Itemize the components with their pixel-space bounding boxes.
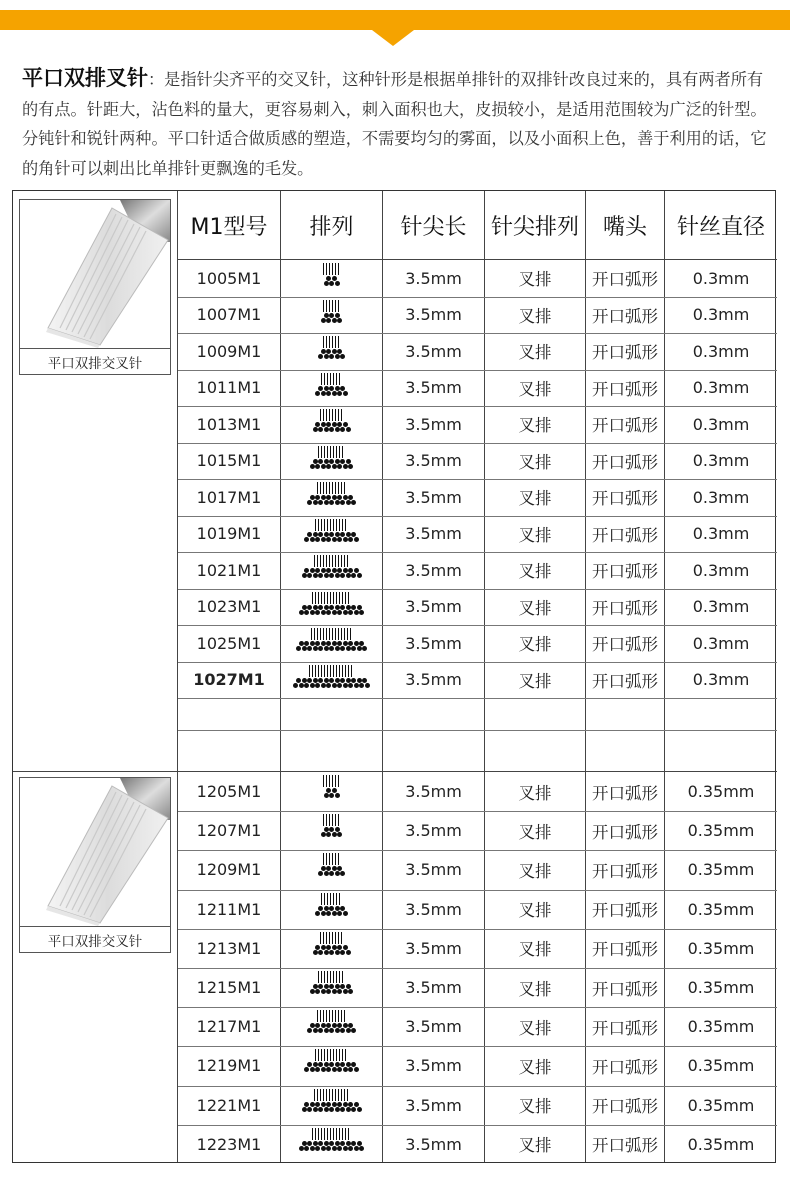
intro-paragraph xyxy=(22,64,772,183)
top-accent-bar xyxy=(0,10,790,30)
needle-lines-icon xyxy=(314,555,350,567)
diameter-cell: 0.35mm xyxy=(687,1056,755,1076)
diameter-cell: 0.3mm xyxy=(692,597,750,617)
needle-lines-icon xyxy=(318,971,345,983)
row-divider xyxy=(178,1007,777,1008)
tip-arrangement-cell: 叉排 xyxy=(518,270,552,290)
diameter-cell: 0.35mm xyxy=(687,1134,755,1154)
needle-arrangement-icon xyxy=(281,775,382,798)
needle-lines-icon xyxy=(317,1010,347,1022)
tip-arrangement-cell: 叉排 xyxy=(518,1018,552,1038)
mouth-cell: 开口弧形 xyxy=(592,822,658,842)
needle-dots-icon xyxy=(310,459,354,469)
needle-lines-icon xyxy=(323,263,341,275)
tip-length-cell: 3.5mm xyxy=(405,1017,462,1037)
tip-arrangement-cell: 叉排 xyxy=(518,525,552,545)
diameter-cell: 0.3mm xyxy=(692,524,750,544)
needle-dots-icon xyxy=(318,349,346,359)
tip-arrangement-cell: 叉排 xyxy=(518,1136,552,1156)
needle-image xyxy=(20,200,170,348)
diameter-cell: 0.35mm xyxy=(687,860,755,880)
needle-dots-icon xyxy=(299,605,365,615)
header-arrangement: 排列 xyxy=(309,214,354,240)
mouth-cell: 开口弧形 xyxy=(592,671,658,691)
intro-text: ：是指针尖齐平的交叉针，这种针形是根据单排针的双排针改良过来的，具有两者所有的有点。针距大，沾色料的量大，更容易刺入，刺入面积也大，皮损较小，是适用范围较为广泛的针型。分钝针和锐针两种。平口针适合做质感的塑造，不需要均匀的雾面，以及小面积上色，善于利用的话，它的角针可以刺出比单排针更飘逸的毛发。 xyxy=(22,70,767,178)
model-cell: 1007M1 xyxy=(196,305,262,325)
needle-photo-2 xyxy=(19,777,171,953)
needle-lines-icon xyxy=(323,336,341,348)
row-divider xyxy=(178,850,777,851)
needle-dots-icon xyxy=(312,422,351,432)
tip-length-cell: 3.5mm xyxy=(405,1134,462,1154)
needle-arrangement-icon xyxy=(281,1010,382,1033)
needle-arrangement-icon xyxy=(281,592,382,615)
tip-arrangement-cell: 叉排 xyxy=(518,1097,552,1117)
tip-length-cell: 3.5mm xyxy=(405,978,462,998)
tip-arrangement-cell: 叉排 xyxy=(518,940,552,960)
needle-lines-icon xyxy=(317,482,347,494)
row-divider xyxy=(178,890,777,891)
model-cell: 1019M1 xyxy=(196,524,262,544)
needle-arrangement-icon xyxy=(281,300,382,323)
needle-arrangement-icon xyxy=(281,336,382,359)
needle-dots-icon xyxy=(318,866,346,876)
model-cell: 1021M1 xyxy=(196,560,262,580)
needle-arrangement-icon xyxy=(281,932,382,955)
mouth-cell: 开口弧形 xyxy=(592,562,658,582)
row-divider xyxy=(178,929,777,930)
row-divider xyxy=(178,479,777,480)
row-divider xyxy=(178,662,777,663)
model-cell: 1025M1 xyxy=(196,633,262,653)
row-divider xyxy=(178,730,777,731)
needle-dots-icon xyxy=(293,678,370,688)
model-cell: 1015M1 xyxy=(196,451,262,471)
needle-arrangement-icon xyxy=(281,971,382,994)
mouth-cell: 开口弧形 xyxy=(592,452,658,472)
needle-dots-icon xyxy=(301,568,362,578)
row-divider xyxy=(178,516,777,517)
model-cell: 1023M1 xyxy=(196,597,262,617)
needle-arrangement-icon xyxy=(281,519,382,542)
needle-dots-icon xyxy=(304,1062,359,1072)
mouth-cell: 开口弧形 xyxy=(592,979,658,999)
model-cell: 1217M1 xyxy=(196,1017,262,1037)
needle-dots-icon xyxy=(315,386,348,396)
header-mouth: 嘴头 xyxy=(602,214,647,240)
tip-length-cell: 3.5mm xyxy=(405,451,462,471)
needle-arrangement-icon xyxy=(281,814,382,837)
needle-arrangement-icon xyxy=(281,1128,382,1151)
header-diameter: 针丝直径 xyxy=(676,214,765,240)
tip-arrangement-cell: 叉排 xyxy=(518,452,552,472)
model-cell: 1211M1 xyxy=(196,899,262,919)
header-tip-length: 针尖长 xyxy=(400,214,467,240)
needle-dots-icon xyxy=(296,641,368,651)
diameter-cell: 0.3mm xyxy=(692,487,750,507)
tip-length-cell: 3.5mm xyxy=(405,487,462,507)
tip-arrangement-cell: 叉排 xyxy=(518,416,552,436)
diameter-cell: 0.3mm xyxy=(692,451,750,471)
model-cell: 1027M1 xyxy=(193,670,265,690)
needle-dots-icon xyxy=(307,495,357,505)
row-divider xyxy=(178,333,777,334)
needle-dots-icon xyxy=(323,788,340,798)
mouth-cell: 开口弧形 xyxy=(592,1057,658,1077)
needle-arrangement-icon xyxy=(281,555,382,578)
tip-length-cell: 3.5mm xyxy=(405,633,462,653)
needle-lines-icon xyxy=(314,1089,350,1101)
chevron-down-icon xyxy=(372,30,414,46)
mouth-cell: 开口弧形 xyxy=(592,1097,658,1117)
diameter-cell: 0.3mm xyxy=(692,305,750,325)
needle-arrangement-icon xyxy=(281,893,382,916)
row-divider xyxy=(178,811,777,812)
needle-lines-icon xyxy=(318,446,345,458)
tip-length-cell: 3.5mm xyxy=(405,899,462,919)
photo-caption: 平口双排交叉针 xyxy=(20,348,170,374)
model-cell: 1009M1 xyxy=(196,341,262,361)
needle-dots-icon xyxy=(315,906,348,916)
model-cell: 1223M1 xyxy=(196,1134,262,1154)
needle-lines-icon xyxy=(321,893,342,905)
row-divider xyxy=(178,625,777,626)
intro-lead: 平口双排叉针 xyxy=(22,66,148,90)
needle-dots-icon xyxy=(301,1102,362,1112)
row-divider xyxy=(178,698,777,699)
needle-arrangement-icon xyxy=(281,665,382,688)
row-divider xyxy=(178,370,777,371)
tip-arrangement-cell: 叉排 xyxy=(518,861,552,881)
needle-lines-icon xyxy=(315,519,348,531)
model-cell: 1213M1 xyxy=(196,938,262,958)
tip-length-cell: 3.5mm xyxy=(405,670,462,690)
tip-length-cell: 3.5mm xyxy=(405,821,462,841)
needle-arrangement-icon xyxy=(281,373,382,396)
needle-arrangement-icon xyxy=(281,263,382,286)
needle-lines-icon xyxy=(321,373,342,385)
needle-arrangement-icon xyxy=(281,1049,382,1072)
tip-arrangement-cell: 叉排 xyxy=(518,489,552,509)
model-cell: 1221M1 xyxy=(196,1095,262,1115)
diameter-cell: 0.35mm xyxy=(687,978,755,998)
diameter-cell: 0.35mm xyxy=(687,899,755,919)
tip-arrangement-cell: 叉排 xyxy=(518,635,552,655)
mouth-cell: 开口弧形 xyxy=(592,635,658,655)
tip-length-cell: 3.5mm xyxy=(405,268,462,288)
model-cell: 1013M1 xyxy=(196,414,262,434)
mouth-cell: 开口弧形 xyxy=(592,940,658,960)
tip-arrangement-cell: 叉排 xyxy=(518,901,552,921)
needle-lines-icon xyxy=(323,853,341,865)
tip-arrangement-cell: 叉排 xyxy=(518,1057,552,1077)
tip-arrangement-cell: 叉排 xyxy=(518,306,552,326)
mouth-cell: 开口弧形 xyxy=(592,901,658,921)
tip-arrangement-cell: 叉排 xyxy=(518,598,552,618)
spec-table xyxy=(12,190,776,1163)
row-divider xyxy=(178,1125,777,1126)
needle-dots-icon xyxy=(299,1141,365,1151)
model-cell: 1215M1 xyxy=(196,978,262,998)
needle-dots-icon xyxy=(312,945,351,955)
tip-length-cell: 3.5mm xyxy=(405,860,462,880)
mouth-cell: 开口弧形 xyxy=(592,1018,658,1038)
photo-caption: 平口双排交叉针 xyxy=(20,926,170,952)
needle-lines-icon xyxy=(311,628,353,640)
mouth-cell: 开口弧形 xyxy=(592,379,658,399)
tip-arrangement-cell: 叉排 xyxy=(518,671,552,691)
mouth-cell: 开口弧形 xyxy=(592,306,658,326)
needle-arrangement-icon xyxy=(281,1089,382,1112)
needle-arrangement-icon xyxy=(281,853,382,876)
row-divider xyxy=(178,1046,777,1047)
model-cell: 1219M1 xyxy=(196,1056,262,1076)
row-divider xyxy=(178,552,777,553)
tip-length-cell: 3.5mm xyxy=(405,1056,462,1076)
needle-dots-icon xyxy=(323,276,340,286)
row-divider xyxy=(178,968,777,969)
tip-length-cell: 3.5mm xyxy=(405,305,462,325)
diameter-cell: 0.3mm xyxy=(692,414,750,434)
model-cell: 1205M1 xyxy=(196,782,262,802)
mouth-cell: 开口弧形 xyxy=(592,270,658,290)
needle-dots-icon xyxy=(304,532,359,542)
mouth-cell: 开口弧形 xyxy=(592,343,658,363)
model-cell: 1017M1 xyxy=(196,487,262,507)
diameter-cell: 0.35mm xyxy=(687,1095,755,1115)
tip-length-cell: 3.5mm xyxy=(405,414,462,434)
needle-arrangement-icon xyxy=(281,409,382,432)
needle-lines-icon xyxy=(312,1128,351,1140)
row-divider xyxy=(178,443,777,444)
needle-photo-1 xyxy=(19,199,171,375)
mouth-cell: 开口弧形 xyxy=(592,525,658,545)
needle-dots-icon xyxy=(321,313,343,323)
mouth-cell: 开口弧形 xyxy=(592,1136,658,1156)
needle-lines-icon xyxy=(309,665,354,677)
tip-length-cell: 3.5mm xyxy=(405,560,462,580)
tip-arrangement-cell: 叉排 xyxy=(518,343,552,363)
needle-lines-icon xyxy=(315,1049,348,1061)
needle-lines-icon xyxy=(312,592,351,604)
tip-length-cell: 3.5mm xyxy=(405,1095,462,1115)
model-cell: 1207M1 xyxy=(196,821,262,841)
tip-length-cell: 3.5mm xyxy=(405,524,462,544)
model-cell: 1011M1 xyxy=(196,378,262,398)
needle-arrangement-icon xyxy=(281,482,382,505)
tip-arrangement-cell: 叉排 xyxy=(518,562,552,582)
mouth-cell: 开口弧形 xyxy=(592,783,658,803)
needle-dots-icon xyxy=(307,1023,357,1033)
mouth-cell: 开口弧形 xyxy=(592,861,658,881)
row-divider xyxy=(178,297,777,298)
mouth-cell: 开口弧形 xyxy=(592,489,658,509)
mouth-cell: 开口弧形 xyxy=(592,416,658,436)
tip-length-cell: 3.5mm xyxy=(405,378,462,398)
header-tip-arrangement: 针尖排列 xyxy=(490,214,579,240)
diameter-cell: 0.35mm xyxy=(687,782,755,802)
needle-dots-icon xyxy=(321,827,343,837)
row-divider xyxy=(178,589,777,590)
needle-lines-icon xyxy=(323,814,341,826)
diameter-cell: 0.35mm xyxy=(687,1017,755,1037)
diameter-cell: 0.3mm xyxy=(692,268,750,288)
model-cell: 1209M1 xyxy=(196,860,262,880)
diameter-cell: 0.3mm xyxy=(692,633,750,653)
needle-lines-icon xyxy=(323,775,341,787)
diameter-cell: 0.35mm xyxy=(687,821,755,841)
model-cell: 1005M1 xyxy=(196,268,262,288)
needle-image xyxy=(20,778,170,926)
needle-arrangement-icon xyxy=(281,446,382,469)
header-model: M1型号 xyxy=(190,214,268,240)
needle-arrangement-icon xyxy=(281,628,382,651)
row-divider xyxy=(178,1086,777,1087)
row-divider xyxy=(178,406,777,407)
tip-arrangement-cell: 叉排 xyxy=(518,379,552,399)
needle-dots-icon xyxy=(310,984,354,994)
diameter-cell: 0.3mm xyxy=(692,560,750,580)
diameter-cell: 0.35mm xyxy=(687,938,755,958)
needle-lines-icon xyxy=(320,409,344,421)
diameter-cell: 0.3mm xyxy=(692,378,750,398)
diameter-cell: 0.3mm xyxy=(692,670,750,690)
tip-length-cell: 3.5mm xyxy=(405,938,462,958)
tip-arrangement-cell: 叉排 xyxy=(518,979,552,999)
diameter-cell: 0.3mm xyxy=(692,341,750,361)
tip-length-cell: 3.5mm xyxy=(405,782,462,802)
needle-lines-icon xyxy=(323,300,341,312)
mouth-cell: 开口弧形 xyxy=(592,598,658,618)
tip-length-cell: 3.5mm xyxy=(405,341,462,361)
tip-length-cell: 3.5mm xyxy=(405,597,462,617)
tip-arrangement-cell: 叉排 xyxy=(518,822,552,842)
needle-lines-icon xyxy=(320,932,344,944)
tip-arrangement-cell: 叉排 xyxy=(518,783,552,803)
